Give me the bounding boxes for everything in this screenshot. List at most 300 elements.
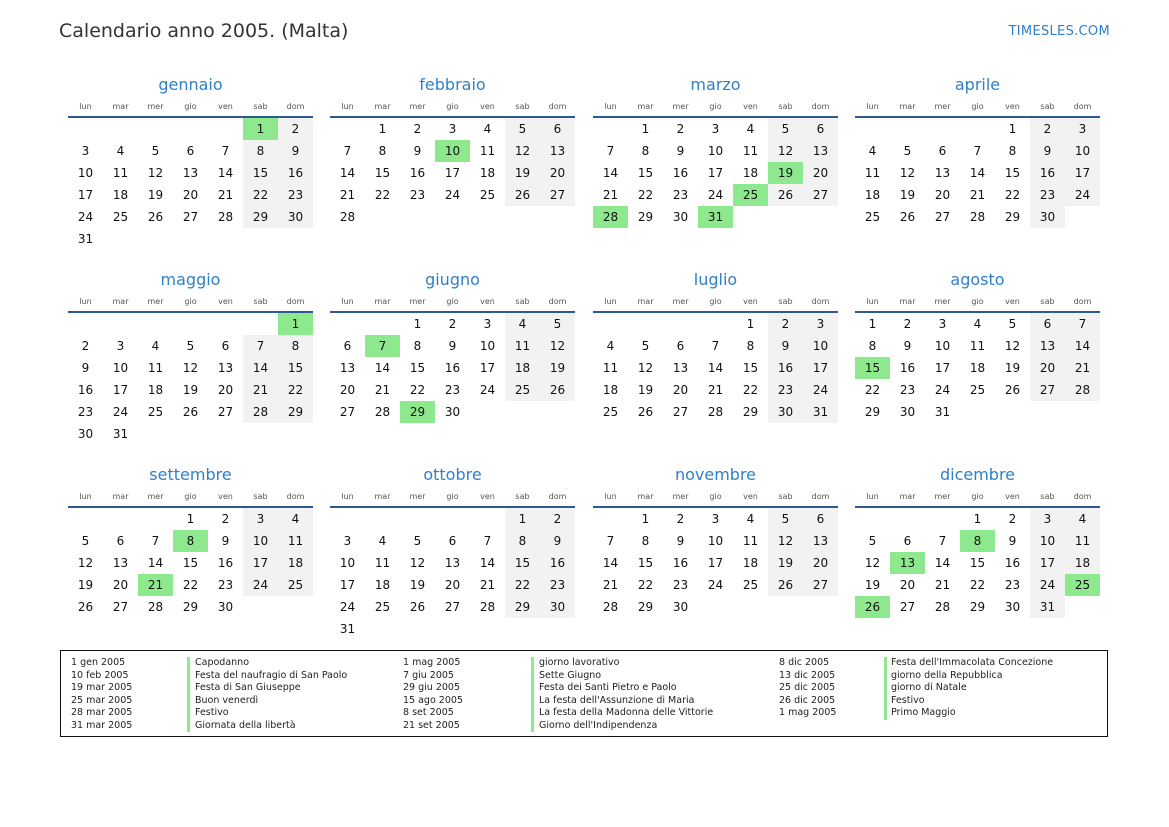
day-cell: 9	[81, 361, 90, 375]
weekday-header: gio	[173, 292, 208, 312]
day-cell: 23	[217, 578, 234, 592]
legend-date: 1 mag 2005	[779, 707, 837, 718]
empty-cell	[103, 228, 138, 250]
day-cell: 10	[803, 335, 838, 357]
day-cell: 18	[505, 357, 540, 379]
day-cell: 4	[1065, 507, 1100, 530]
day-cell: 10	[339, 556, 356, 570]
day-cell: 23	[1004, 578, 1021, 592]
day-cell: 1	[278, 312, 313, 335]
month-name: novembre	[674, 465, 757, 484]
month-name: aprile	[954, 75, 1001, 94]
day-cell: 23	[540, 574, 575, 596]
day-cell: 10	[707, 534, 724, 548]
day-cell: 9	[676, 144, 685, 158]
day-cell: 27	[217, 405, 234, 419]
day-cell: 26	[147, 210, 164, 224]
legend-holiday-name: Giornata della libertà	[195, 719, 296, 731]
day-cell: 13	[112, 556, 129, 570]
day-cell: 8	[173, 530, 208, 552]
legend-holiday-name: Primo Maggio	[891, 707, 956, 718]
day-cell: 21	[969, 188, 986, 202]
month-aprile	[855, 73, 1100, 228]
day-cell: 6	[676, 339, 685, 353]
day-cell: 20	[217, 383, 234, 397]
day-cell: 14	[217, 166, 234, 180]
empty-cell	[173, 117, 208, 140]
legend-marker	[884, 657, 887, 720]
day-cell: 20	[934, 188, 951, 202]
legend-holiday-name: Giorno dell'Indipendenza	[539, 719, 658, 731]
day-cell: 16	[1030, 162, 1065, 184]
day-cell: 7	[606, 534, 615, 548]
legend-holiday-name: Festa del naufragio di San Paolo	[195, 669, 348, 681]
brand-link[interactable]: TIMESLES.COM	[1008, 24, 1110, 39]
month-name: settembre	[149, 465, 232, 484]
empty-cell	[243, 228, 278, 250]
day-cell: 6	[221, 339, 230, 353]
day-cell: 17	[112, 383, 129, 397]
weekday-header: lun	[855, 487, 890, 507]
weekday-header: lun	[330, 487, 365, 507]
day-cell: 14	[602, 556, 619, 570]
day-cell: 18	[969, 361, 986, 375]
day-cell: 22	[505, 574, 540, 596]
day-cell: 22	[409, 383, 426, 397]
day-cell: 9	[1008, 534, 1017, 548]
day-cell: 18	[1065, 552, 1100, 574]
month-febbraio	[330, 73, 575, 228]
day-cell: 19	[540, 357, 575, 379]
weekday-header: gio	[960, 97, 995, 117]
weekday-header: mer	[925, 292, 960, 312]
day-cell: 26	[505, 184, 540, 206]
empty-cell	[733, 596, 768, 618]
day-cell: 16	[768, 357, 803, 379]
day-cell: 16	[444, 361, 461, 375]
month-name: luglio	[693, 270, 738, 289]
day-cell: 31	[112, 427, 129, 441]
day-cell: 24	[444, 188, 461, 202]
empty-cell	[208, 117, 243, 140]
weekday-header: dom	[1065, 292, 1100, 312]
day-cell: 10	[243, 530, 278, 552]
day-cell: 16	[1004, 556, 1021, 570]
day-cell: 9	[278, 140, 313, 162]
day-cell: 25	[733, 184, 768, 206]
day-cell: 21	[138, 574, 173, 596]
day-cell: 27	[934, 210, 951, 224]
day-cell: 14	[1065, 335, 1100, 357]
month-maggio	[68, 268, 313, 445]
weekday-header: ven	[733, 487, 768, 507]
day-cell: 20	[899, 578, 916, 592]
empty-cell	[855, 507, 890, 530]
day-cell: 25	[1065, 574, 1100, 596]
day-cell: 19	[77, 578, 94, 592]
legend-holiday-name: giorno lavorativo	[539, 657, 620, 668]
legend-date: 31 mar 2005	[71, 719, 133, 731]
weekday-header: ven	[470, 97, 505, 117]
day-cell: 16	[540, 552, 575, 574]
day-cell: 2	[540, 507, 575, 530]
day-cell: 6	[186, 144, 195, 158]
day-cell: 14	[374, 361, 391, 375]
empty-cell	[330, 507, 365, 530]
weekday-header: sab	[1030, 97, 1065, 117]
day-cell: 17	[479, 361, 496, 375]
day-cell: 22	[969, 578, 986, 592]
day-cell: 7	[243, 335, 278, 357]
day-cell: 28	[602, 600, 619, 614]
day-cell: 27	[444, 600, 461, 614]
month-table	[855, 487, 1100, 618]
day-cell: 1	[186, 512, 195, 526]
empty-cell	[768, 596, 803, 618]
empty-cell	[173, 423, 208, 445]
weekday-header: mer	[663, 487, 698, 507]
day-cell: 17	[444, 166, 461, 180]
weekday-header: mer	[138, 292, 173, 312]
weekday-header: mer	[400, 292, 435, 312]
day-cell: 14	[934, 556, 951, 570]
day-cell: 10	[435, 140, 470, 162]
day-cell: 1	[641, 122, 650, 136]
day-cell: 15	[637, 166, 654, 180]
legend-holiday-name: giorno della Repubblica	[891, 669, 1003, 681]
legend-date: 29 giu 2005	[403, 682, 460, 693]
day-cell: 29	[182, 600, 199, 614]
day-cell: 9	[221, 534, 230, 548]
day-cell: 3	[803, 312, 838, 335]
empty-cell	[1065, 401, 1100, 423]
day-cell: 15	[742, 361, 759, 375]
month-gennaio	[68, 73, 313, 250]
day-cell: 24	[243, 574, 278, 596]
legend-holiday-name: Festivo	[195, 707, 229, 718]
empty-cell	[103, 507, 138, 530]
day-cell: 14	[602, 166, 619, 180]
day-cell: 8	[868, 339, 877, 353]
legend-holiday-name: Festa di San Giuseppe	[195, 682, 301, 693]
day-cell: 2	[768, 312, 803, 335]
day-cell: 20	[1030, 357, 1065, 379]
day-cell: 26	[540, 379, 575, 401]
day-cell: 22	[278, 379, 313, 401]
weekday-header: sab	[1030, 487, 1065, 507]
empty-cell	[890, 507, 925, 530]
day-cell: 11	[1065, 530, 1100, 552]
empty-cell	[1065, 206, 1100, 228]
day-cell: 4	[505, 312, 540, 335]
empty-cell	[593, 117, 628, 140]
day-cell: 14	[969, 166, 986, 180]
day-cell: 29	[969, 600, 986, 614]
day-cell: 2	[221, 512, 230, 526]
day-cell: 15	[278, 357, 313, 379]
day-cell: 25	[969, 383, 986, 397]
weekday-header: mer	[925, 487, 960, 507]
day-cell: 24	[1065, 184, 1100, 206]
day-cell: 2	[413, 122, 422, 136]
day-cell: 29	[243, 206, 278, 228]
day-cell: 5	[903, 144, 912, 158]
day-cell: 28	[969, 210, 986, 224]
day-cell: 19	[637, 383, 654, 397]
day-cell: 5	[413, 534, 422, 548]
day-cell: 12	[540, 335, 575, 357]
month-settembre	[68, 463, 313, 618]
day-cell: 24	[707, 188, 724, 202]
weekday-header: sab	[768, 487, 803, 507]
day-cell: 19	[182, 383, 199, 397]
legend-holiday-name: Festa dei Santi Pietro e Paolo	[539, 682, 677, 693]
day-cell: 4	[868, 144, 877, 158]
legend-date: 21 set 2005	[403, 719, 460, 731]
day-cell: 7	[1065, 312, 1100, 335]
day-cell: 28	[934, 600, 951, 614]
empty-cell	[400, 507, 435, 530]
day-cell: 6	[116, 534, 125, 548]
empty-cell	[278, 423, 313, 445]
day-cell: 11	[602, 361, 619, 375]
day-cell: 17	[934, 361, 951, 375]
empty-cell	[138, 117, 173, 140]
day-cell: 15	[1004, 166, 1021, 180]
day-cell: 28	[1065, 379, 1100, 401]
day-cell: 10	[934, 339, 951, 353]
month-name: ottobre	[423, 465, 482, 484]
weekday-header: ven	[208, 292, 243, 312]
day-cell: 13	[444, 556, 461, 570]
day-cell: 17	[243, 552, 278, 574]
empty-cell	[103, 117, 138, 140]
day-cell: 8	[1008, 144, 1017, 158]
empty-cell	[1065, 596, 1100, 618]
weekday-header: lun	[855, 292, 890, 312]
day-cell: 30	[278, 206, 313, 228]
weekday-header: lun	[68, 487, 103, 507]
month-giugno	[330, 268, 575, 423]
day-cell: 25	[147, 405, 164, 419]
day-cell: 11	[147, 361, 164, 375]
day-cell: 21	[217, 188, 234, 202]
day-cell: 8	[378, 144, 387, 158]
day-cell: 20	[444, 578, 461, 592]
day-cell: 27	[1030, 379, 1065, 401]
day-cell: 25	[742, 578, 759, 592]
month-table	[330, 97, 575, 228]
day-cell: 4	[483, 122, 492, 136]
day-cell: 12	[147, 166, 164, 180]
day-cell: 14	[339, 166, 356, 180]
day-cell: 13	[182, 166, 199, 180]
empty-cell	[470, 618, 505, 640]
day-cell: 11	[742, 144, 759, 158]
day-cell: 5	[505, 117, 540, 140]
month-name: agosto	[950, 270, 1005, 289]
weekday-header: dom	[540, 292, 575, 312]
day-cell: 20	[803, 162, 838, 184]
weekday-header: dom	[1065, 487, 1100, 507]
empty-cell	[208, 228, 243, 250]
legend-date: 13 dic 2005	[779, 669, 836, 681]
day-cell: 19	[864, 578, 881, 592]
day-cell: 30	[899, 405, 916, 419]
empty-cell	[1030, 401, 1065, 423]
day-cell: 26	[855, 596, 890, 618]
day-cell: 14	[243, 357, 278, 379]
day-cell: 9	[540, 530, 575, 552]
weekday-header: mer	[400, 97, 435, 117]
day-cell: 16	[409, 166, 426, 180]
month-table	[593, 292, 838, 423]
empty-cell	[278, 596, 313, 618]
empty-cell	[435, 507, 470, 530]
day-cell: 21	[374, 383, 391, 397]
weekday-header: mar	[628, 292, 663, 312]
weekday-header: dom	[803, 487, 838, 507]
weekday-header: mer	[138, 487, 173, 507]
legend-dates	[779, 657, 836, 720]
day-cell: 23	[899, 383, 916, 397]
empty-cell	[960, 401, 995, 423]
day-cell: 18	[742, 556, 759, 570]
month-name: dicembre	[939, 465, 1016, 484]
weekday-header: mar	[365, 487, 400, 507]
empty-cell	[470, 206, 505, 228]
weekday-header: lun	[593, 97, 628, 117]
day-cell: 19	[768, 552, 803, 574]
weekday-header: gio	[698, 97, 733, 117]
weekday-header: sab	[768, 97, 803, 117]
day-cell: 29	[864, 405, 881, 419]
day-cell: 10	[707, 144, 724, 158]
day-cell: 1	[746, 317, 755, 331]
legend-holiday-name: La festa dell'Assunzione di Maria	[539, 694, 695, 706]
month-name: giugno	[425, 270, 480, 289]
day-cell: 21	[1065, 357, 1100, 379]
month-luglio	[593, 268, 838, 423]
legend-holiday-name: Sette Giugno	[539, 669, 602, 681]
day-cell: 24	[1030, 574, 1065, 596]
day-cell: 27	[112, 600, 129, 614]
day-cell: 12	[899, 166, 916, 180]
legend-date: 25 dic 2005	[779, 682, 836, 693]
day-cell: 7	[938, 534, 947, 548]
weekday-header: sab	[505, 487, 540, 507]
day-cell: 24	[77, 210, 94, 224]
day-cell: 3	[1030, 507, 1065, 530]
legend-holiday-name: Festa dell'Immacolata Concezione	[891, 657, 1054, 668]
day-cell: 1	[413, 317, 422, 331]
day-cell: 20	[540, 162, 575, 184]
legend-dates	[71, 657, 132, 732]
weekday-header: gio	[173, 487, 208, 507]
weekday-header: sab	[243, 487, 278, 507]
day-cell: 5	[81, 534, 90, 548]
empty-cell	[400, 618, 435, 640]
day-cell: 31	[934, 405, 951, 419]
day-cell: 5	[868, 534, 877, 548]
day-cell: 19	[147, 188, 164, 202]
empty-cell	[803, 596, 838, 618]
day-cell: 11	[864, 166, 881, 180]
day-cell: 5	[641, 339, 650, 353]
day-cell: 4	[973, 317, 982, 331]
empty-cell	[960, 117, 995, 140]
day-cell: 2	[903, 317, 912, 331]
empty-cell	[208, 312, 243, 335]
day-cell: 3	[711, 512, 720, 526]
day-cell: 17	[1030, 552, 1065, 574]
day-cell: 27	[182, 210, 199, 224]
day-cell: 10	[1030, 530, 1065, 552]
empty-cell	[435, 618, 470, 640]
empty-cell	[330, 117, 365, 140]
weekday-header: mer	[663, 97, 698, 117]
day-cell: 20	[182, 188, 199, 202]
weekday-header: lun	[330, 97, 365, 117]
weekday-header: sab	[505, 97, 540, 117]
day-cell: 11	[969, 339, 986, 353]
day-cell: 18	[147, 383, 164, 397]
day-cell: 9	[903, 339, 912, 353]
day-cell: 26	[409, 600, 426, 614]
day-cell: 12	[864, 556, 881, 570]
day-cell: 1	[378, 122, 387, 136]
weekday-header: sab	[768, 292, 803, 312]
day-cell: 27	[339, 405, 356, 419]
day-cell: 7	[343, 144, 352, 158]
weekday-header: mar	[365, 97, 400, 117]
day-cell: 12	[505, 140, 540, 162]
empty-cell	[173, 312, 208, 335]
month-ottobre	[330, 463, 575, 640]
day-cell: 4	[746, 122, 755, 136]
day-cell: 26	[768, 574, 803, 596]
day-cell: 22	[637, 578, 654, 592]
day-cell: 6	[903, 534, 912, 548]
empty-cell	[138, 423, 173, 445]
day-cell: 25	[479, 188, 496, 202]
weekday-header: lun	[68, 292, 103, 312]
day-cell: 30	[540, 596, 575, 618]
day-cell: 9	[413, 144, 422, 158]
day-cell: 16	[672, 556, 689, 570]
day-cell: 18	[112, 188, 129, 202]
empty-cell	[365, 507, 400, 530]
day-cell: 25	[602, 405, 619, 419]
weekday-header: mar	[103, 97, 138, 117]
day-cell: 5	[1008, 317, 1017, 331]
day-cell: 30	[1004, 600, 1021, 614]
day-cell: 7	[483, 534, 492, 548]
weekday-header: dom	[278, 292, 313, 312]
empty-cell	[138, 507, 173, 530]
day-cell: 16	[672, 166, 689, 180]
day-cell: 17	[77, 188, 94, 202]
day-cell: 22	[182, 578, 199, 592]
day-cell: 18	[278, 552, 313, 574]
day-cell: 10	[1065, 140, 1100, 162]
weekday-header: dom	[278, 487, 313, 507]
day-cell: 8	[505, 530, 540, 552]
empty-cell	[330, 312, 365, 335]
day-cell: 3	[81, 144, 90, 158]
month-table	[68, 97, 313, 250]
legend-date: 15 ago 2005	[403, 694, 463, 706]
